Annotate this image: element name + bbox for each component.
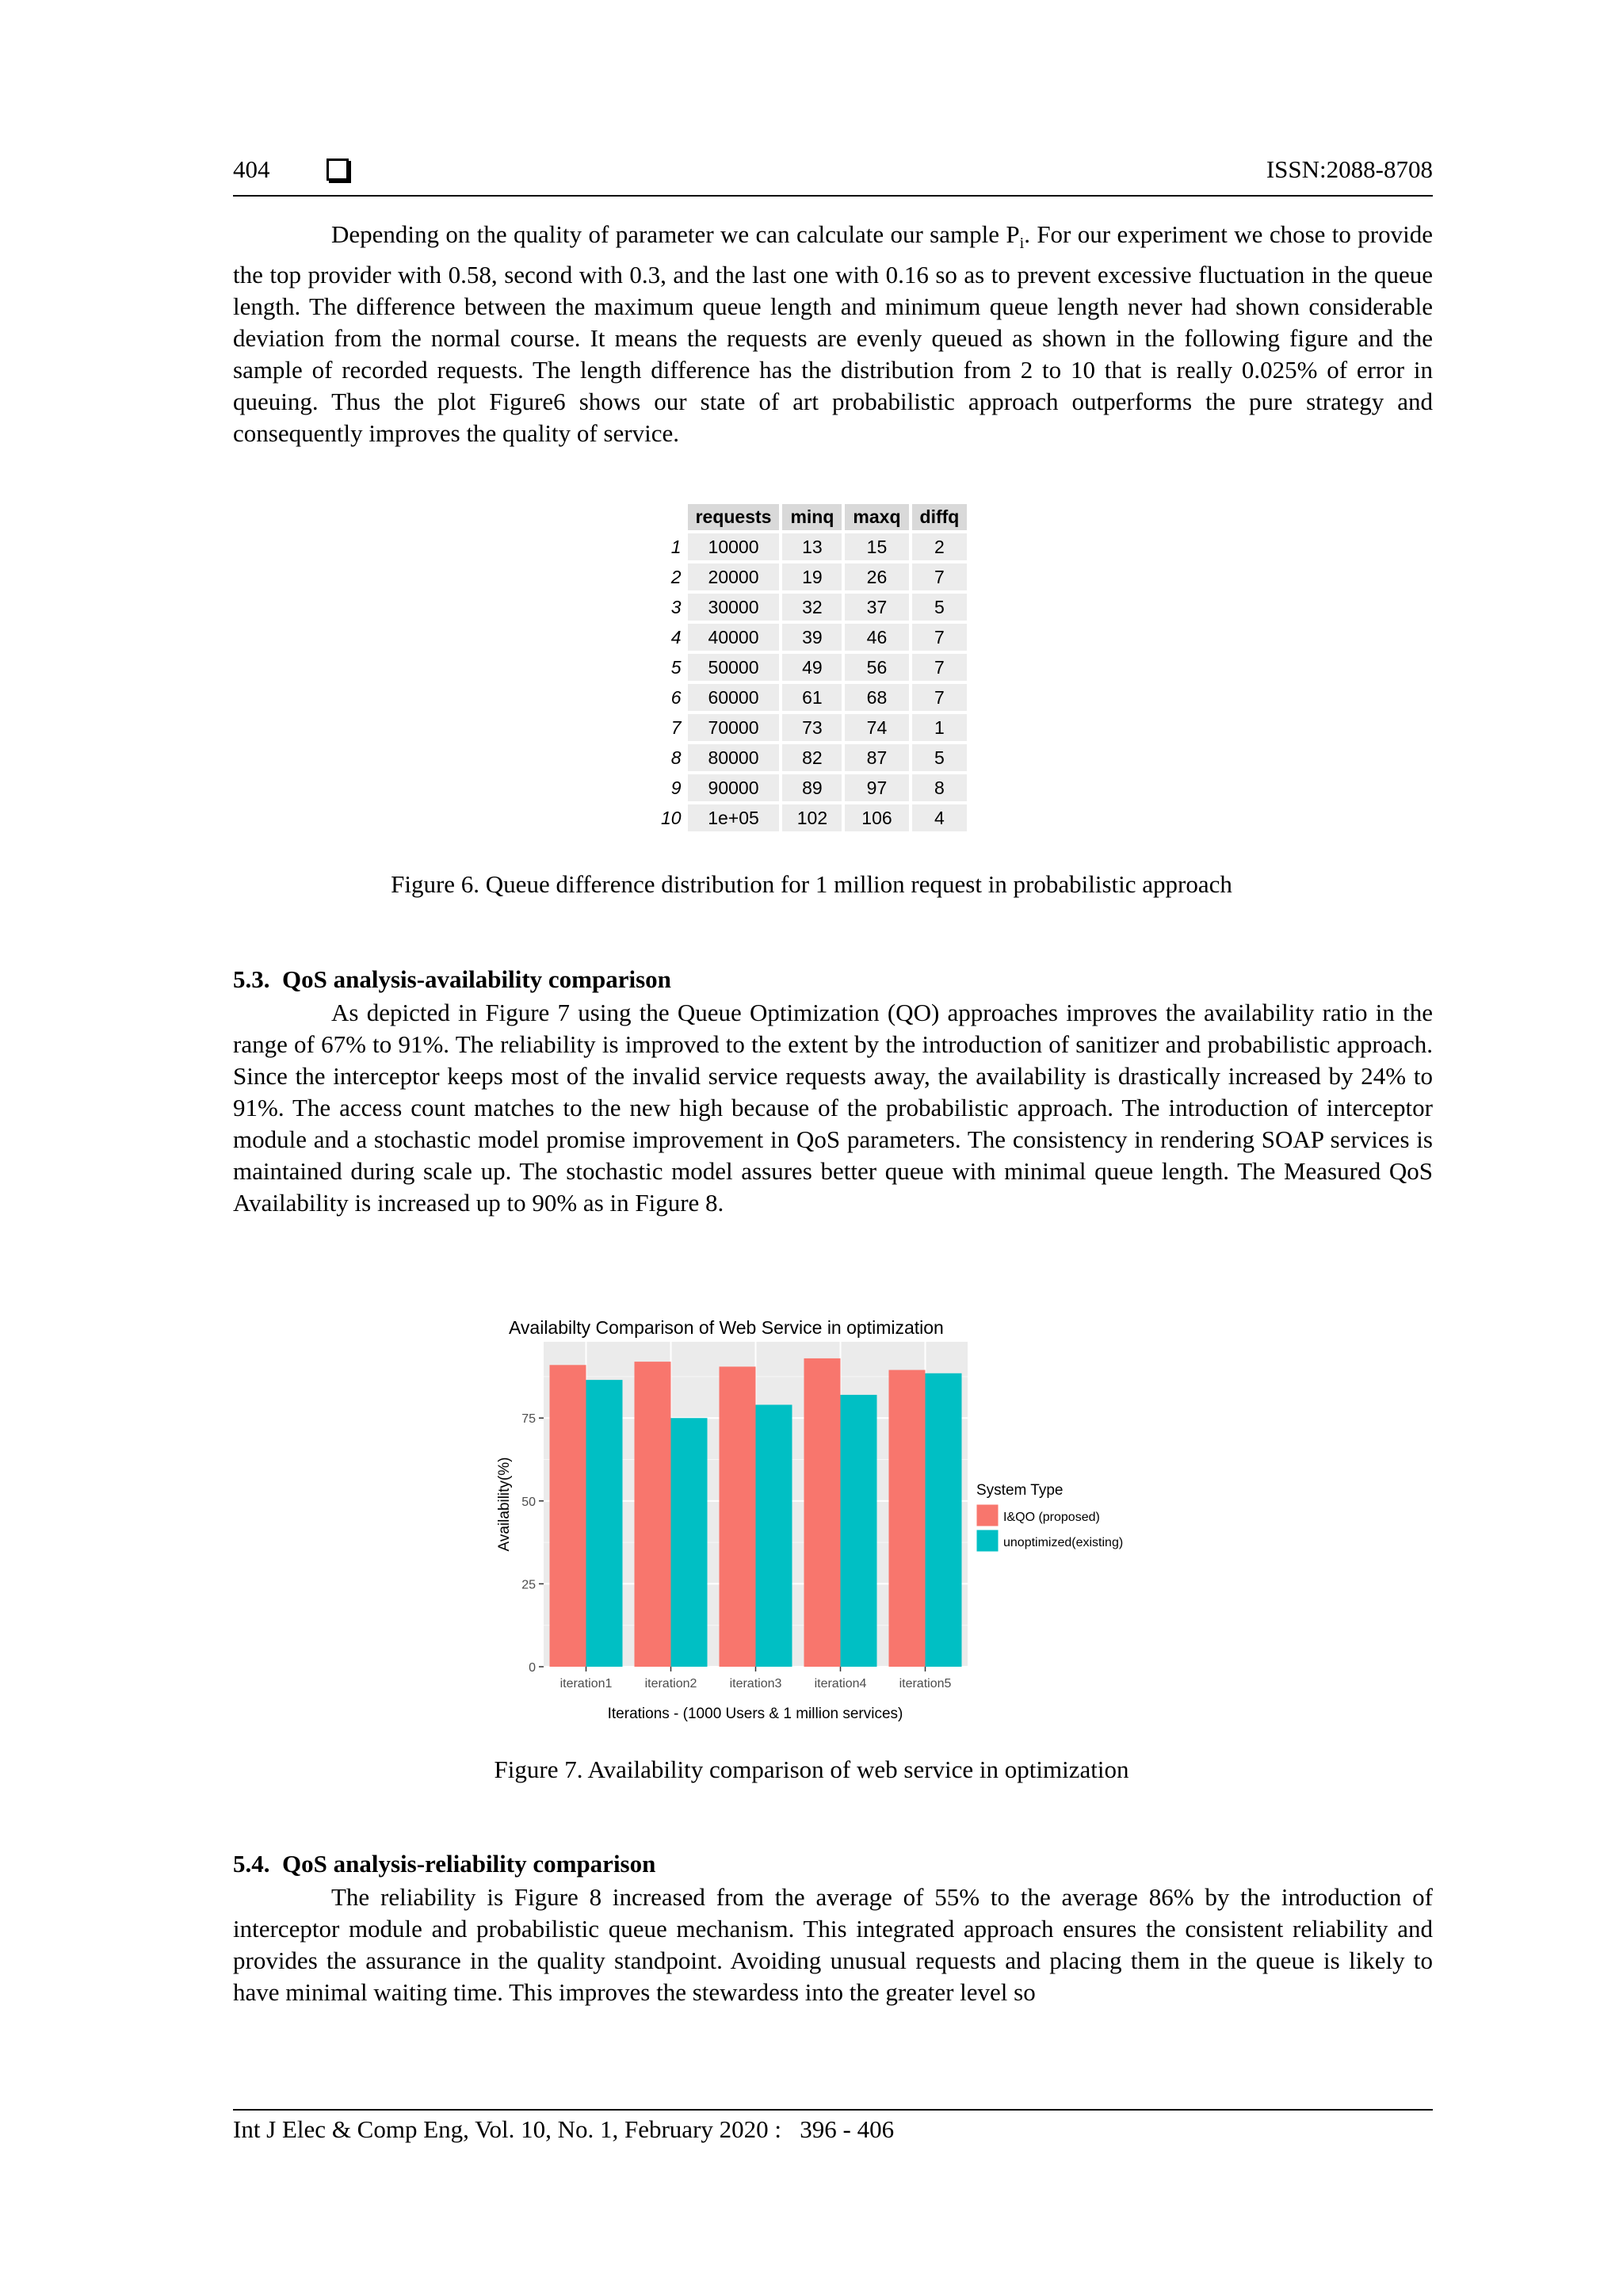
x-tick-label: iteration1 [559, 1677, 613, 1690]
table-cell: 1 [912, 714, 968, 741]
table-row [661, 594, 967, 621]
x-tick-label: iteration2 [644, 1677, 697, 1690]
bar-existing-iteration1 [586, 1380, 623, 1667]
table-cell: 2 [912, 533, 968, 560]
table-row [661, 744, 967, 771]
journal-citation: Int J Elec & Comp Eng, Vol. 10, No. 1, February 2020 : 396 - 406 [233, 2115, 895, 2143]
page-number: 404 [233, 155, 270, 183]
subscript: i [1019, 235, 1025, 253]
table-cell: 8 [912, 774, 968, 801]
figure6-caption: Figure 6. Queue difference distribution for 1 million request in probabilistic approach [391, 870, 1232, 898]
table-cell: 15 [845, 533, 908, 560]
table-cell: 19 [782, 563, 842, 590]
page-footer [233, 2109, 1433, 2144]
row-index: 1 [670, 536, 682, 557]
bar-existing-iteration5 [926, 1373, 962, 1667]
y-tick-label: 50 [521, 1495, 536, 1509]
legend-swatch [976, 1504, 999, 1526]
column-header-maxq: maxq [845, 504, 908, 530]
table-cell: 97 [845, 774, 908, 801]
chart-title: Availabilty Comparison of Web Service in optimization [509, 1317, 944, 1338]
issn-label: ISSN:2088-8708 [1266, 155, 1433, 183]
table-cell: 74 [845, 714, 908, 741]
legend-title: System Type [976, 1482, 1064, 1499]
figure7-caption: Figure 7. Availability comparison of web service in optimization [494, 1755, 1129, 1783]
table-cell: 87 [845, 744, 908, 771]
table-cell: 7 [912, 624, 968, 651]
checkbox-square-icon [327, 159, 349, 181]
table-cell: 73 [782, 714, 842, 741]
table-cell: 4 [912, 804, 968, 831]
y-tick-label: 0 [529, 1661, 536, 1675]
table-cell: 49 [782, 654, 842, 681]
legend-label: I&QO (proposed) [1003, 1511, 1100, 1524]
table-cell: 30000 [688, 594, 780, 621]
queue-table [658, 501, 970, 835]
row-index: 10 [661, 807, 682, 828]
table-row [661, 654, 967, 681]
table-cell: 5 [912, 594, 968, 621]
table-row [661, 714, 967, 741]
section-heading-5-4: 5.4. QoS analysis-reliability comparison [233, 1850, 656, 1878]
row-index: 8 [670, 747, 682, 768]
table-cell: 56 [845, 654, 908, 681]
table-row [661, 624, 967, 651]
bar-proposed-iteration1 [550, 1365, 586, 1667]
table-cell: 10000 [688, 533, 780, 560]
legend-swatch [976, 1530, 999, 1552]
table-cell: 26 [845, 563, 908, 590]
bar-proposed-iteration3 [720, 1366, 756, 1667]
page-header [233, 155, 1433, 197]
bar-proposed-iteration2 [635, 1362, 671, 1667]
bar-proposed-iteration5 [889, 1370, 926, 1667]
bar-proposed-iteration4 [804, 1358, 841, 1667]
table-cell: 7 [912, 684, 968, 711]
table-cell: 39 [782, 624, 842, 651]
table-cell: 40000 [688, 624, 780, 651]
table-cell: 70000 [688, 714, 780, 741]
table-cell: 90000 [688, 774, 780, 801]
table-cell: 32 [782, 594, 842, 621]
table-cell: 37 [845, 594, 908, 621]
y-axis-label: Availability(%) [496, 1457, 513, 1552]
row-index: 5 [670, 656, 682, 678]
bar-existing-iteration3 [756, 1404, 792, 1667]
table-row [661, 563, 967, 590]
row-index: 2 [670, 566, 682, 587]
table-row [661, 533, 967, 560]
table-cell: 50000 [688, 654, 780, 681]
paragraph-text: As depicted in Figure 7 using the Queue Optimization (QO) approaches improves the availability ratio in the range of 67% to 91%. The reliability is improved to the extent by the introduction of sanitizer and probabilistic approach. Since the interceptor keeps most of the invalid service requests away, the availability is drastically increased by 24% to 91%. The access count matches to the new high because of the probabilistic approach. The introduction of interceptor module and a stochastic model promise improvement in QoS parameters. The consistency in rendering SOAP services is maintained during scale up. The stochastic model assures better queue with minimal queue length. The Measured QoS Availability is increased up to 90% as in Figure 8. [233, 999, 1433, 1217]
row-index: 6 [670, 686, 682, 708]
availability-chart [475, 1308, 1189, 1752]
table-cell: 1e+05 [688, 804, 780, 831]
table-cell: 68 [845, 684, 908, 711]
table-row [661, 774, 967, 801]
table-cell: 60000 [688, 684, 780, 711]
table-cell: 5 [912, 744, 968, 771]
table-cell: 80000 [688, 744, 780, 771]
table-cell: 89 [782, 774, 842, 801]
table-cell: 7 [912, 654, 968, 681]
table-cell: 20000 [688, 563, 780, 590]
row-index: 9 [670, 777, 682, 798]
paragraph-text: Depending on the quality of parameter we can calculate our sample P [331, 220, 1020, 248]
table-cell: 102 [782, 804, 842, 831]
x-tick-label: iteration5 [899, 1677, 952, 1690]
table-cell: 7 [912, 563, 968, 590]
paragraph-text: . For our experiment we chose to provide the top provider with 0.58, second with 0.3, and the last one with 0.16 so as to prevent excessive fluctuation in the queue length. The difference between the maximum queue length and minimum queue length never had shown considerable deviation from the normal course. It means the requests are evenly queued as shown in the following figure and the sample of recorded requests. The length difference has the distribution from 2 to 10 that is really 0.025% of error in queuing. Thus the plot Figure6 shows our state of art probabilistic approach outperforms the pure strategy and consequently improves the quality of service. [233, 220, 1433, 448]
table-cell: 46 [845, 624, 908, 651]
table-cell: 61 [782, 684, 842, 711]
column-header-diffq: diffq [912, 504, 968, 530]
row-index: 3 [670, 596, 682, 617]
bar-existing-iteration4 [841, 1395, 877, 1667]
section53-paragraph [233, 997, 1433, 1219]
x-tick-label: iteration4 [814, 1677, 867, 1690]
column-header-minq: minq [782, 504, 842, 530]
table-header-row [661, 504, 967, 530]
legend-label: unoptimized(existing) [1003, 1536, 1124, 1549]
section-heading-5-3: 5.3. QoS analysis-availability comparison [233, 965, 671, 993]
row-index: 4 [670, 626, 682, 648]
x-axis-label: Iterations - (1000 Users & 1 million services) [607, 1706, 903, 1722]
y-tick-label: 75 [521, 1412, 536, 1427]
section54-paragraph [233, 1881, 1433, 2008]
intro-paragraph [233, 219, 1433, 449]
x-tick-label: iteration3 [729, 1677, 782, 1690]
paragraph-text: The reliability is Figure 8 increased from the average of 55% to the average 86% by the introduction of interceptor module and probabilistic queue mechanism. This integrated approach ensures the consistent reliability and provides the assurance in the quality standpoint. Avoiding unusual requests and placing them in the queue is likely to have minimal waiting time. This improves the stewardess into the greater level so [233, 1883, 1433, 2006]
table-row [661, 804, 967, 831]
table-cell: 13 [782, 533, 842, 560]
row-index: 7 [670, 716, 682, 738]
y-tick-label: 25 [521, 1578, 536, 1592]
table-row [661, 684, 967, 711]
bar-existing-iteration2 [671, 1418, 708, 1667]
column-header-requests: requests [688, 504, 780, 530]
table-cell: 106 [845, 804, 908, 831]
table-cell: 82 [782, 744, 842, 771]
